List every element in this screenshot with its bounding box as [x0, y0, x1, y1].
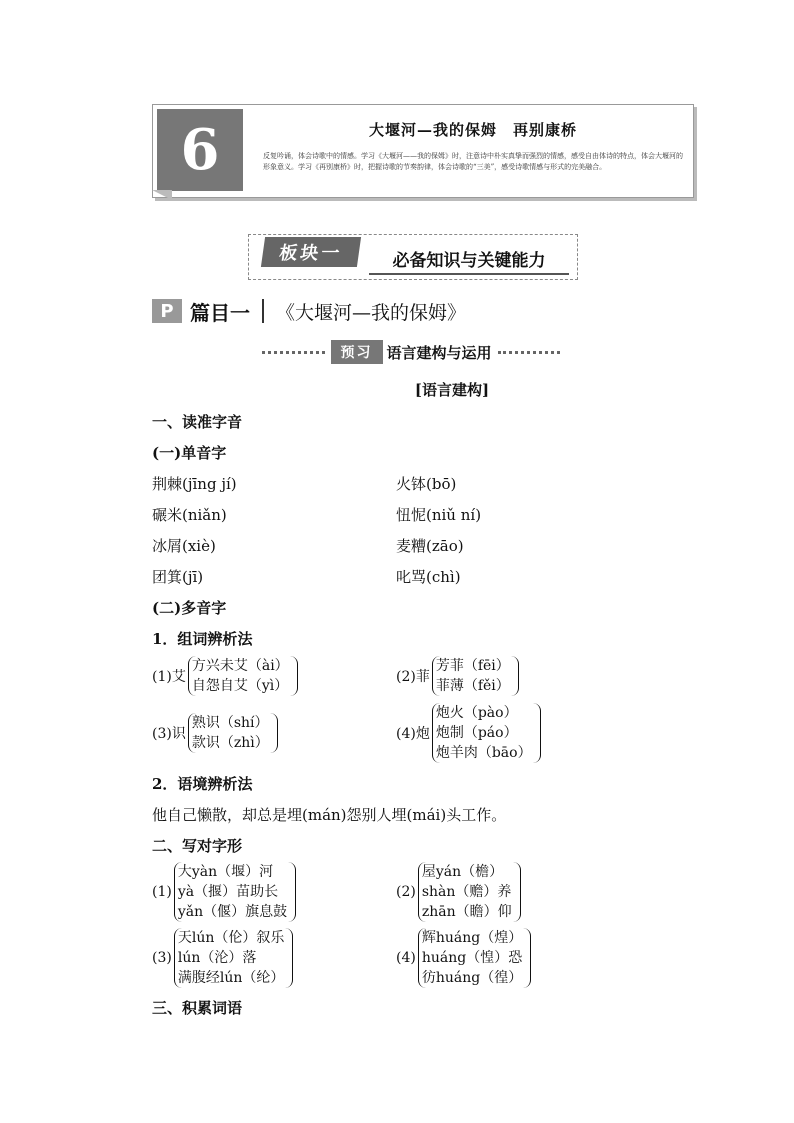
word-item: 忸怩(niǔ ní)	[396, 506, 482, 524]
preview-tag: 预习	[331, 340, 383, 364]
word-item: 火钵(bō)	[396, 475, 457, 493]
group-line: 方兴未艾（ài）	[191, 658, 289, 674]
brace-lines	[418, 862, 521, 922]
module-header	[248, 234, 578, 280]
section-p-icon: P	[152, 299, 182, 323]
section-label: 篇目一	[190, 300, 250, 325]
group-label: (4)	[396, 950, 416, 966]
lesson-title: 大堰河—我的保姆 再别康桥	[368, 121, 577, 139]
preview-text: 语言建构与运用	[386, 343, 492, 362]
group-line: 满腹经lún（纶）	[177, 970, 285, 986]
group-label: (3)识	[152, 726, 186, 742]
group-label: (1)	[152, 884, 172, 900]
banner-fold	[152, 190, 172, 200]
group-line: 款识（zhì）	[191, 735, 269, 751]
lesson-banner	[152, 104, 694, 198]
group-line: 辉huáng（煌）	[421, 930, 523, 946]
group-line: 天lún（伦）叙乐	[177, 930, 285, 946]
lang-build-heading: [语言建构]	[414, 381, 490, 399]
preview-bar	[256, 341, 566, 363]
group-line: 菲薄（fěi）	[435, 678, 510, 694]
glyph-group	[152, 928, 293, 988]
heading-single-chars: (一)单音字	[152, 444, 227, 462]
word-item: 碾米(niǎn)	[152, 506, 227, 524]
heading-method-2: 2．语境辨析法	[152, 775, 253, 793]
group-label: (1)艾	[152, 669, 186, 685]
group-line: 炮羊肉（bāo）	[435, 745, 532, 761]
group-line: 芳菲（fēi）	[435, 658, 510, 674]
brace-lines	[174, 862, 296, 922]
glyph-group	[396, 928, 531, 988]
lesson-description: 反复吟诵，体会诗歌中的情感。学习《大堰河——我的保姆》时，注意诗中朴实真挚而强烈的情感，感受自由体诗的特点，体会大堰河的形象意义。学习《再别康桥》时，把握诗歌的节奏韵律，体会诗歌的“三美”，感受诗歌情感与形式的完美融合。	[263, 152, 683, 171]
polyphone-group	[396, 656, 519, 696]
group-label: (4)炮	[396, 726, 430, 742]
group-line: 大yàn（堰）河	[177, 864, 274, 880]
brace-lines	[418, 928, 531, 988]
dotted-rule-left	[262, 351, 325, 354]
module-title: 必备知识与关键能力	[369, 243, 569, 275]
section-heading	[152, 296, 466, 326]
brace-lines	[432, 703, 541, 763]
group-line: zhān（瞻）仰	[421, 904, 512, 920]
polyphone-group	[152, 713, 278, 753]
word-item: 叱骂(chì)	[396, 568, 461, 586]
glyph-group	[396, 862, 521, 922]
polyphone-group	[152, 656, 298, 696]
group-line: 自怨自艾（yì）	[191, 678, 289, 694]
group-line: shàn（赡）养	[421, 884, 512, 900]
group-line: 屋yán（檐）	[421, 864, 504, 880]
context-sentence: 他自己懒散，却总是埋(mán)怨别人埋(mái)头工作。	[152, 806, 507, 824]
brace-lines	[188, 656, 298, 696]
brace-lines	[174, 928, 294, 988]
heading-multi-chars: (二)多音字	[152, 599, 227, 617]
group-line: yǎn（偃）旗息鼓	[177, 904, 288, 920]
group-line: 熟识（shí）	[191, 715, 269, 731]
polyphone-group	[396, 703, 541, 763]
group-line: lún（沦）落	[177, 950, 257, 966]
brace-lines	[432, 656, 519, 696]
group-label: (3)	[152, 950, 172, 966]
glyph-group	[152, 862, 296, 922]
word-item: 团箕(jī)	[152, 568, 204, 586]
group-line: yà（揠）苗助长	[177, 884, 279, 900]
heading-accumulate-words: 三、积累词语	[152, 999, 243, 1017]
lesson-number: 6	[157, 109, 243, 191]
heading-write-forms: 二、写对字形	[152, 837, 243, 855]
heading-read-pronunciation: 一、读准字音	[152, 413, 243, 431]
word-item: 麦糟(zāo)	[396, 537, 464, 555]
dotted-rule-right	[498, 351, 561, 354]
word-item: 冰屑(xiè)	[152, 537, 216, 555]
heading-method-1: 1．组词辨析法	[152, 630, 253, 648]
group-line: 炮火（pào）	[435, 705, 518, 721]
group-label: (2)菲	[396, 669, 430, 685]
group-line: huáng（惶）恐	[421, 950, 523, 966]
section-title: 《大堰河—我的保姆》	[276, 301, 467, 324]
word-item: 荆棘(jīng jí)	[152, 475, 237, 493]
group-line: 炮制（páo）	[435, 725, 518, 741]
group-line: 彷huáng（徨）	[421, 970, 523, 986]
module-label: 板块一	[261, 237, 361, 267]
brace-lines	[188, 713, 278, 753]
group-label: (2)	[396, 884, 416, 900]
section-divider	[262, 299, 264, 323]
